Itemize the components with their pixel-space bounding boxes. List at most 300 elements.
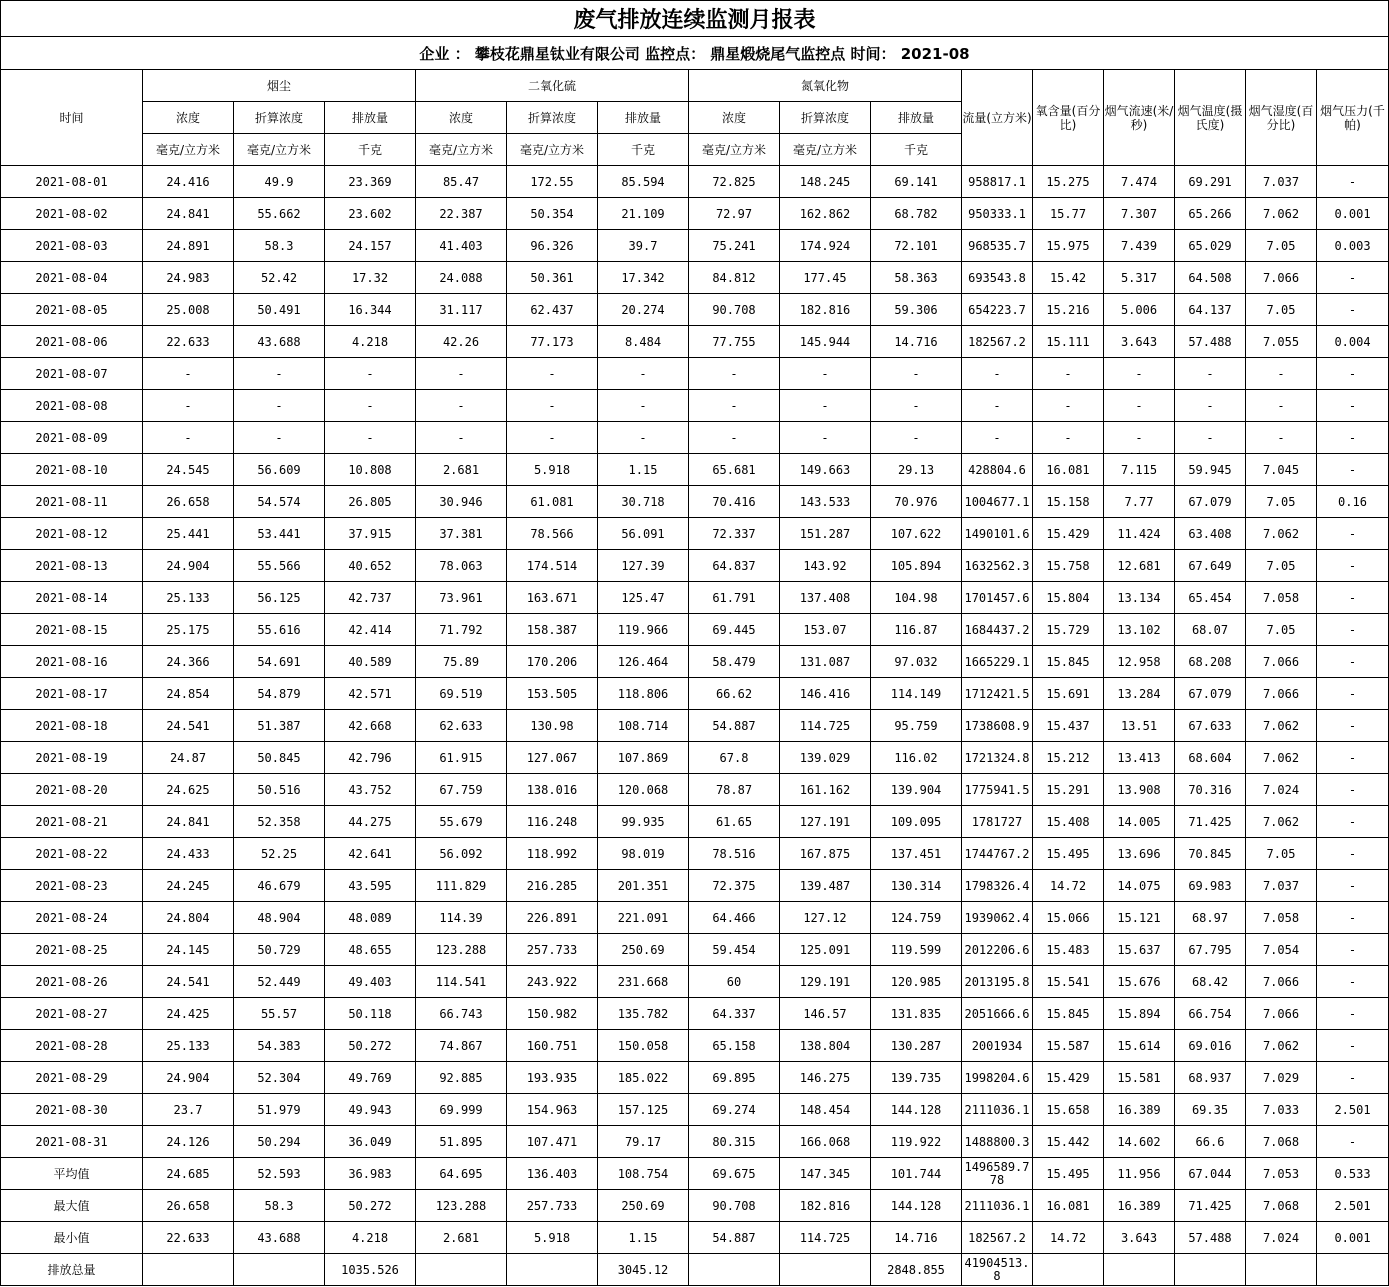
value-cell: 67.044 [1175,1158,1246,1190]
date-cell: 2021-08-20 [1,774,143,806]
value-cell: 13.696 [1104,838,1175,870]
flow-header: 流量(立方米) [962,70,1033,166]
value-cell: 139.029 [780,742,871,774]
value-cell: 56.125 [234,582,325,614]
value-cell: 5.317 [1104,262,1175,294]
value-cell: 7.066 [1246,262,1317,294]
table-row [1,966,1389,998]
value-cell: 16.389 [1104,1094,1175,1126]
value-cell: 73.961 [416,582,507,614]
value-cell: 1744767.2 [962,838,1033,870]
value-cell [1246,1254,1317,1286]
value-cell: 13.908 [1104,774,1175,806]
value-cell: 25.133 [143,582,234,614]
value-cell: 108.714 [598,710,689,742]
value-cell: 54.887 [689,710,780,742]
value-cell: - [689,422,780,454]
value-cell: 42.796 [325,742,416,774]
value-cell: 42.641 [325,838,416,870]
value-cell: 15.658 [1033,1094,1104,1126]
sub-header: 浓度 [689,102,780,134]
value-cell: 23.369 [325,166,416,198]
value-cell: 1488800.3 [962,1126,1033,1158]
value-cell: 0.004 [1317,326,1389,358]
value-cell: - [1317,774,1389,806]
date-cell: 2021-08-25 [1,934,143,966]
value-cell: 14.716 [871,1222,962,1254]
date-cell: 2021-08-07 [1,358,143,390]
date-cell: 2021-08-03 [1,230,143,262]
value-cell: - [1033,390,1104,422]
value-cell: 154.963 [507,1094,598,1126]
value-cell: 78.516 [689,838,780,870]
value-cell: 70.316 [1175,774,1246,806]
value-cell: 125.091 [780,934,871,966]
value-cell: 24.904 [143,550,234,582]
pressure-header: 烟气压力(千帕) [1317,70,1389,166]
value-cell: 7.055 [1246,326,1317,358]
value-cell: 7.024 [1246,1222,1317,1254]
value-cell: - [962,390,1033,422]
value-cell: 11.956 [1104,1158,1175,1190]
value-cell: 78.566 [507,518,598,550]
value-cell: 7.062 [1246,198,1317,230]
value-cell: - [1317,710,1389,742]
value-cell: - [1317,518,1389,550]
value-cell: 146.57 [780,998,871,1030]
value-cell: 66.743 [416,998,507,1030]
date-cell: 2021-08-17 [1,678,143,710]
value-cell: 42.26 [416,326,507,358]
summary-label: 排放总量 [1,1254,143,1286]
value-cell: 182.816 [780,294,871,326]
value-cell: 61.791 [689,582,780,614]
value-cell: 138.804 [780,1030,871,1062]
value-cell: 58.3 [234,230,325,262]
value-cell: - [780,422,871,454]
value-cell: 5.918 [507,454,598,486]
sub-header: 浓度 [143,102,234,134]
value-cell: 170.206 [507,646,598,678]
value-cell: 14.716 [871,326,962,358]
value-cell: - [1317,358,1389,390]
date-cell: 2021-08-10 [1,454,143,486]
value-cell: 125.47 [598,582,689,614]
value-cell: 7.058 [1246,582,1317,614]
value-cell: - [1317,294,1389,326]
value-cell: 172.55 [507,166,598,198]
value-cell: 98.019 [598,838,689,870]
value-cell: 118.992 [507,838,598,870]
value-cell: 26.658 [143,1190,234,1222]
value-cell: 50.516 [234,774,325,806]
value-cell [1317,1254,1389,1286]
sub-header: 排放量 [871,102,962,134]
date-cell: 2021-08-22 [1,838,143,870]
value-cell: 1701457.6 [962,582,1033,614]
value-cell: 67.079 [1175,486,1246,518]
value-cell: 70.976 [871,486,962,518]
value-cell: - [325,422,416,454]
summary-label: 平均值 [1,1158,143,1190]
value-cell: 50.118 [325,998,416,1030]
value-cell: 15.216 [1033,294,1104,326]
table-row [1,998,1389,1030]
value-cell: 66.62 [689,678,780,710]
value-cell: - [507,390,598,422]
report-title: 废气排放连续监测月报表 [1,1,1389,37]
value-cell: 50.272 [325,1030,416,1062]
value-cell: 257.733 [507,934,598,966]
value-cell: 15.429 [1033,518,1104,550]
group-header-nox: 氮氧化物 [689,70,962,102]
value-cell: 15.845 [1033,998,1104,1030]
value-cell: 114.39 [416,902,507,934]
value-cell: 109.095 [871,806,962,838]
value-cell: 119.966 [598,614,689,646]
value-cell: 21.109 [598,198,689,230]
value-cell: 69.016 [1175,1030,1246,1062]
value-cell: 16.344 [325,294,416,326]
value-cell: 29.13 [871,454,962,486]
value-cell: 148.454 [780,1094,871,1126]
value-cell: 17.32 [325,262,416,294]
value-cell: 69.519 [416,678,507,710]
value-cell: 4.218 [325,326,416,358]
value-cell: 84.812 [689,262,780,294]
value-cell: 15.442 [1033,1126,1104,1158]
value-cell: 127.39 [598,550,689,582]
value-cell: 52.358 [234,806,325,838]
date-cell: 2021-08-15 [1,614,143,646]
value-cell: 148.245 [780,166,871,198]
value-cell: 66.6 [1175,1126,1246,1158]
velocity-header: 烟气流速(米/秒) [1104,70,1175,166]
unit-header: 毫克/立方米 [416,134,507,166]
value-cell: 7.062 [1246,1030,1317,1062]
value-cell: 68.07 [1175,614,1246,646]
date-cell: 2021-08-24 [1,902,143,934]
value-cell: 48.655 [325,934,416,966]
value-cell: - [871,358,962,390]
value-cell: 2848.855 [871,1254,962,1286]
value-cell: 49.9 [234,166,325,198]
value-cell: 107.869 [598,742,689,774]
value-cell: 69.445 [689,614,780,646]
value-cell: - [598,358,689,390]
value-cell: 24.126 [143,1126,234,1158]
value-cell: 69.675 [689,1158,780,1190]
value-cell: 101.744 [871,1158,962,1190]
value-cell: - [325,390,416,422]
table-row [1,230,1389,262]
value-cell: 54.887 [689,1222,780,1254]
value-cell: 42.668 [325,710,416,742]
value-cell: 60 [689,966,780,998]
value-cell: 55.566 [234,550,325,582]
value-cell: - [1317,1062,1389,1094]
value-cell: 68.782 [871,198,962,230]
value-cell: 15.729 [1033,614,1104,646]
table-row [1,1094,1389,1126]
value-cell: 59.454 [689,934,780,966]
table-row [1,358,1389,390]
value-cell: 50.845 [234,742,325,774]
value-cell: - [1317,966,1389,998]
value-cell: 120.985 [871,966,962,998]
value-cell: 693543.8 [962,262,1033,294]
value-cell: 654223.7 [962,294,1033,326]
value-cell: 201.351 [598,870,689,902]
value-cell: 8.484 [598,326,689,358]
value-cell: 90.708 [689,294,780,326]
value-cell: 63.408 [1175,518,1246,550]
value-cell: 50.361 [507,262,598,294]
value-cell [143,1254,234,1286]
value-cell: 127.191 [780,806,871,838]
value-cell: 36.983 [325,1158,416,1190]
value-cell: 13.134 [1104,582,1175,614]
value-cell: 69.291 [1175,166,1246,198]
value-cell: 257.733 [507,1190,598,1222]
value-cell: - [1246,390,1317,422]
value-cell: 7.062 [1246,806,1317,838]
value-cell: 20.274 [598,294,689,326]
value-cell: 7.066 [1246,678,1317,710]
value-cell: 144.128 [871,1190,962,1222]
date-cell: 2021-08-12 [1,518,143,550]
value-cell: 7.058 [1246,902,1317,934]
value-cell: 118.806 [598,678,689,710]
value-cell: - [1033,358,1104,390]
value-cell [234,1254,325,1286]
table-row [1,646,1389,678]
value-cell: 75.89 [416,646,507,678]
value-cell: 42.571 [325,678,416,710]
value-cell: 97.032 [871,646,962,678]
table-row [1,614,1389,646]
value-cell: 7.054 [1246,934,1317,966]
value-cell: 163.671 [507,582,598,614]
value-cell: 7.037 [1246,166,1317,198]
value-cell: 48.904 [234,902,325,934]
date-cell: 2021-08-05 [1,294,143,326]
value-cell: 24.891 [143,230,234,262]
value-cell: 14.72 [1033,1222,1104,1254]
value-cell: - [1317,1126,1389,1158]
value-cell: 7.05 [1246,230,1317,262]
value-cell: - [143,422,234,454]
value-cell: 24.541 [143,966,234,998]
value-cell: 0.003 [1317,230,1389,262]
value-cell: 22.387 [416,198,507,230]
table-row [1,262,1389,294]
value-cell: - [416,390,507,422]
value-cell: 58.479 [689,646,780,678]
value-cell: 24.157 [325,230,416,262]
value-cell: 7.062 [1246,518,1317,550]
summary-row [1,1158,1389,1190]
date-cell: 2021-08-14 [1,582,143,614]
value-cell: 135.782 [598,998,689,1030]
value-cell: 7.05 [1246,614,1317,646]
value-cell: 24.625 [143,774,234,806]
value-cell: 0.001 [1317,1222,1389,1254]
value-cell: 56.091 [598,518,689,550]
value-cell: - [689,390,780,422]
value-cell: 67.795 [1175,934,1246,966]
value-cell: 51.895 [416,1126,507,1158]
value-cell: 15.495 [1033,838,1104,870]
table-row [1,326,1389,358]
value-cell: 24.804 [143,902,234,934]
value-cell: 146.275 [780,1062,871,1094]
value-cell: 7.066 [1246,646,1317,678]
unit-header: 毫克/立方米 [234,134,325,166]
summary-row [1,1254,1389,1286]
value-cell: 15.066 [1033,902,1104,934]
value-cell: - [1175,422,1246,454]
date-cell: 2021-08-31 [1,1126,143,1158]
table-row [1,582,1389,614]
value-cell: 23.602 [325,198,416,230]
value-cell: 13.51 [1104,710,1175,742]
value-cell: - [598,422,689,454]
value-cell: - [1317,934,1389,966]
value-cell: 56.609 [234,454,325,486]
humidity-header: 烟气湿度(百分比) [1246,70,1317,166]
value-cell: 0.16 [1317,486,1389,518]
value-cell: 2012206.6 [962,934,1033,966]
value-cell: - [416,358,507,390]
value-cell: 15.77 [1033,198,1104,230]
value-cell: 123.288 [416,934,507,966]
value-cell: 25.175 [143,614,234,646]
value-cell: 15.121 [1104,902,1175,934]
unit-header: 毫克/立方米 [689,134,780,166]
value-cell: 15.691 [1033,678,1104,710]
value-cell: 2111036.1 [962,1094,1033,1126]
value-cell: 15.408 [1033,806,1104,838]
value-cell: 7.062 [1246,742,1317,774]
value-cell: 13.284 [1104,678,1175,710]
table-row [1,806,1389,838]
value-cell: 2.501 [1317,1094,1389,1126]
value-cell: 3.643 [1104,326,1175,358]
value-cell: 72.97 [689,198,780,230]
value-cell: 1.15 [598,454,689,486]
value-cell: 71.425 [1175,1190,1246,1222]
value-cell: 130.287 [871,1030,962,1062]
value-cell: 153.07 [780,614,871,646]
date-cell: 2021-08-11 [1,486,143,518]
date-cell: 2021-08-01 [1,166,143,198]
value-cell: 15.212 [1033,742,1104,774]
value-cell: 7.05 [1246,550,1317,582]
sub-header: 折算浓度 [507,102,598,134]
value-cell: - [780,390,871,422]
value-cell: 50.354 [507,198,598,230]
value-cell: 145.944 [780,326,871,358]
value-cell: 15.111 [1033,326,1104,358]
value-cell: 7.045 [1246,454,1317,486]
value-cell: 24.983 [143,262,234,294]
group-header-dust: 烟尘 [143,70,416,102]
value-cell: 2.681 [416,1222,507,1254]
summary-label: 最大值 [1,1190,143,1222]
value-cell: 130.98 [507,710,598,742]
value-cell: 54.383 [234,1030,325,1062]
value-cell: - [1317,838,1389,870]
value-cell: 111.829 [416,870,507,902]
table-row [1,198,1389,230]
date-cell: 2021-08-21 [1,806,143,838]
value-cell: 55.616 [234,614,325,646]
value-cell: 114.725 [780,710,871,742]
value-cell: 143.533 [780,486,871,518]
value-cell: - [1317,166,1389,198]
value-cell: 51.979 [234,1094,325,1126]
value-cell: - [1317,582,1389,614]
table-row [1,294,1389,326]
value-cell: 43.688 [234,326,325,358]
value-cell: 44.275 [325,806,416,838]
value-cell: 64.508 [1175,262,1246,294]
value-cell: - [1317,902,1389,934]
value-cell: 185.022 [598,1062,689,1094]
value-cell: 15.483 [1033,934,1104,966]
value-cell: 65.029 [1175,230,1246,262]
date-cell: 2021-08-04 [1,262,143,294]
value-cell: 182567.2 [962,326,1033,358]
table-row [1,454,1389,486]
value-cell: 7.024 [1246,774,1317,806]
value-cell: 42.414 [325,614,416,646]
value-cell: 43.595 [325,870,416,902]
value-cell [780,1254,871,1286]
value-cell: 67.649 [1175,550,1246,582]
value-cell: 124.759 [871,902,962,934]
value-cell: 72.825 [689,166,780,198]
table-row [1,486,1389,518]
value-cell: 174.924 [780,230,871,262]
unit-header: 千克 [598,134,689,166]
value-cell: 116.248 [507,806,598,838]
value-cell: - [1317,678,1389,710]
value-cell: 216.285 [507,870,598,902]
report-info: 企业 ： 攀枝花鼎星钛业有限公司 监控点： 鼎星煅烧尾气监控点 时间： 2021-08 [1,37,1389,70]
table-row [1,870,1389,902]
value-cell: 15.637 [1104,934,1175,966]
value-cell: 37.381 [416,518,507,550]
value-cell: 54.879 [234,678,325,710]
value-cell: 182.816 [780,1190,871,1222]
value-cell: - [234,358,325,390]
value-cell: 40.652 [325,550,416,582]
value-cell: 250.69 [598,934,689,966]
value-cell: 114.541 [416,966,507,998]
value-cell: 151.287 [780,518,871,550]
value-cell: 30.718 [598,486,689,518]
value-cell: 15.804 [1033,582,1104,614]
value-cell: - [962,422,1033,454]
value-cell: - [234,390,325,422]
value-cell: 1712421.5 [962,678,1033,710]
value-cell: 15.894 [1104,998,1175,1030]
sub-header: 浓度 [416,102,507,134]
table-row [1,1030,1389,1062]
value-cell: 14.005 [1104,806,1175,838]
